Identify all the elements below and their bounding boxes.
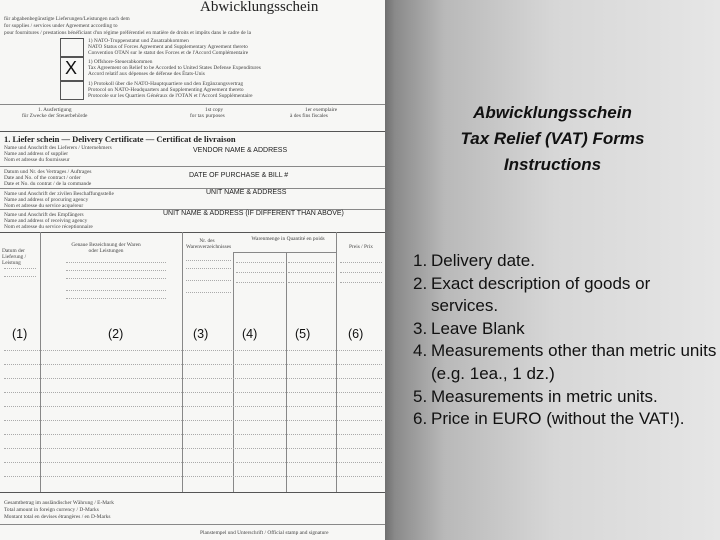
column-number-2: (2) bbox=[108, 327, 124, 341]
list-item: 1. Delivery date. bbox=[413, 251, 535, 270]
receiving-label-de: Name und Anschrift des Empfängers bbox=[4, 212, 84, 218]
form-title: Abwicklungsschein bbox=[200, 0, 319, 15]
copy-label-fr-2: à des fins fiscales bbox=[290, 113, 328, 119]
total-label-fr: Montant total en devises étrangères / en D-Marks bbox=[4, 514, 111, 520]
column-number-5: (5) bbox=[295, 327, 311, 341]
option-3-line-3: Protocole sur les Quartiers Généraux de l'OTAN et l'Accord Supplémentaire bbox=[88, 93, 253, 99]
form-intro-de: für abgabenbegünstigte Lieferungen/Leistungen nach dem bbox=[4, 16, 130, 22]
copy-label-de-1: 1. Ausfertigung bbox=[38, 107, 72, 113]
column-number-6: (6) bbox=[348, 327, 364, 341]
option-1-line-3: Convention OTAN sur le statut des Forces et de l'Accord Complémentaire bbox=[88, 50, 249, 56]
supplier-label-en: Name and address of supplier bbox=[4, 151, 69, 157]
checkbox-mark: X bbox=[65, 58, 78, 78]
form-intro-fr: pour fournitures / prestations bénéficiant d'un régime préférentiel en matière de droits et impôts dans le cadre de la bbox=[4, 30, 252, 36]
option-1-line-2: NATO Status of Forces Agreement and Supplementary Agreement thereto bbox=[88, 44, 248, 50]
list-item: 5. Measurements in metric units. bbox=[413, 386, 658, 406]
receiving-label-en: Name and address of receiving agency bbox=[4, 218, 88, 224]
col-description-header: Genaue Bezeichnung der Waren oder Leistungen bbox=[71, 242, 141, 254]
copy-label-en-2: for tax purposes bbox=[190, 113, 225, 119]
unit-field: UNIT NAME & ADDRESS bbox=[206, 189, 287, 196]
vendor-field: VENDOR NAME & ADDRESS bbox=[193, 147, 288, 154]
stamp-signature-label: Planstempel und Unterschrift / Official stamp and signature bbox=[200, 530, 329, 536]
checkbox-option-1 bbox=[60, 38, 84, 57]
contract-label-en: Date and No. of the contract / order bbox=[4, 175, 81, 181]
copy-label-fr-1: 1er exemplaire bbox=[305, 107, 338, 113]
col-date-header: Datum der Lieferung / Leistung bbox=[2, 248, 27, 266]
column-number-4: (4) bbox=[242, 327, 258, 341]
list-item: 3. Leave Blank bbox=[413, 318, 525, 338]
heading-line-2: Tax Relief (VAT) Forms bbox=[460, 129, 645, 148]
list-item: 2. Exact description of goods or services. bbox=[413, 273, 651, 316]
column-number-1: (1) bbox=[12, 327, 28, 341]
col-quantity-header: Warenmenge in Quantité en poids bbox=[251, 236, 325, 242]
procuring-label-en: Name and address of procuring agency bbox=[4, 197, 89, 203]
total-label-de: Gesamtbetrag im ausländischer Währung / E-Mark bbox=[4, 500, 114, 506]
purchase-field: DATE OF PURCHASE & BILL # bbox=[189, 172, 289, 179]
copy-label-en-1: 1st copy bbox=[205, 107, 224, 113]
total-label-en: Total amount in foreign currency / D-Marks bbox=[4, 507, 99, 513]
section-title: 1. Liefer schein — Delivery Certificate — Certificat de livraison bbox=[4, 134, 236, 144]
form-intro-en: for supplies / services under Agreement according to bbox=[4, 23, 118, 29]
checkbox-option-2 bbox=[60, 57, 84, 81]
heading-line-1: Abwicklungsschein bbox=[473, 103, 632, 122]
col-catalog-header: Nr. des Warenverzeichnisses bbox=[186, 238, 232, 250]
supplier-label-de: Name und Anschrift des Lieferers / Unternehmers bbox=[4, 145, 112, 151]
list-item: 4. Measurements other than metric units (e.g. 1ea., 1 dz.) bbox=[413, 341, 717, 383]
list-item: 6. Price in EURO (without the VAT!). bbox=[413, 409, 685, 429]
option-3-line-2: Protocol on NATO-Headquarters and Supplementing Agreement thereto bbox=[88, 87, 244, 93]
column-number-3: (3) bbox=[193, 327, 209, 341]
procuring-label-de: Name und Anschrift der zivilen Beschaffungsstelle bbox=[4, 191, 114, 197]
contract-label-fr: Date et No. du contrat / de la commande bbox=[4, 181, 92, 187]
option-2-line-3: Accord relatif aux dépenses de défense des États-Unis bbox=[88, 71, 205, 77]
option-2-line-1: 1) Offshore-Steuerabkommen bbox=[88, 59, 153, 65]
contract-label-de: Datum und Nr. des Vertrages / Auftrages bbox=[4, 169, 92, 175]
supplier-label-fr: Nom et adresse du fournisseur bbox=[4, 157, 70, 163]
copy-label-de-2: für Zwecke der Steuerbehörde bbox=[22, 113, 88, 119]
instructions-heading bbox=[385, 100, 720, 178]
col-price-header: Preis / Prix bbox=[349, 244, 373, 250]
option-1-line-1: 1) NATO-Truppenstatut und Zusatzabkommen bbox=[88, 38, 189, 44]
procuring-label-fr: Nom et adresse du service acquéreur bbox=[4, 203, 84, 209]
instructions-list bbox=[385, 250, 720, 431]
heading-line-3: Instructions bbox=[503, 155, 602, 174]
checkbox-option-3 bbox=[60, 81, 84, 100]
instructions-panel bbox=[385, 0, 720, 540]
receiving-label-fr: Nom et adresse du service réceptionnaire bbox=[4, 224, 93, 230]
option-2-line-2: Tax Agreement on Relief to be Accorded to United States Defense Expenditures bbox=[88, 65, 261, 71]
unit-alt-field: UNIT NAME & ADDRESS (IF DIFFERENT THAN ABOVE) bbox=[163, 210, 344, 217]
option-3-line-1: 1) Protokoll über die NATO-Hauptquartiere und den Ergänzungsvertrag bbox=[88, 81, 244, 87]
